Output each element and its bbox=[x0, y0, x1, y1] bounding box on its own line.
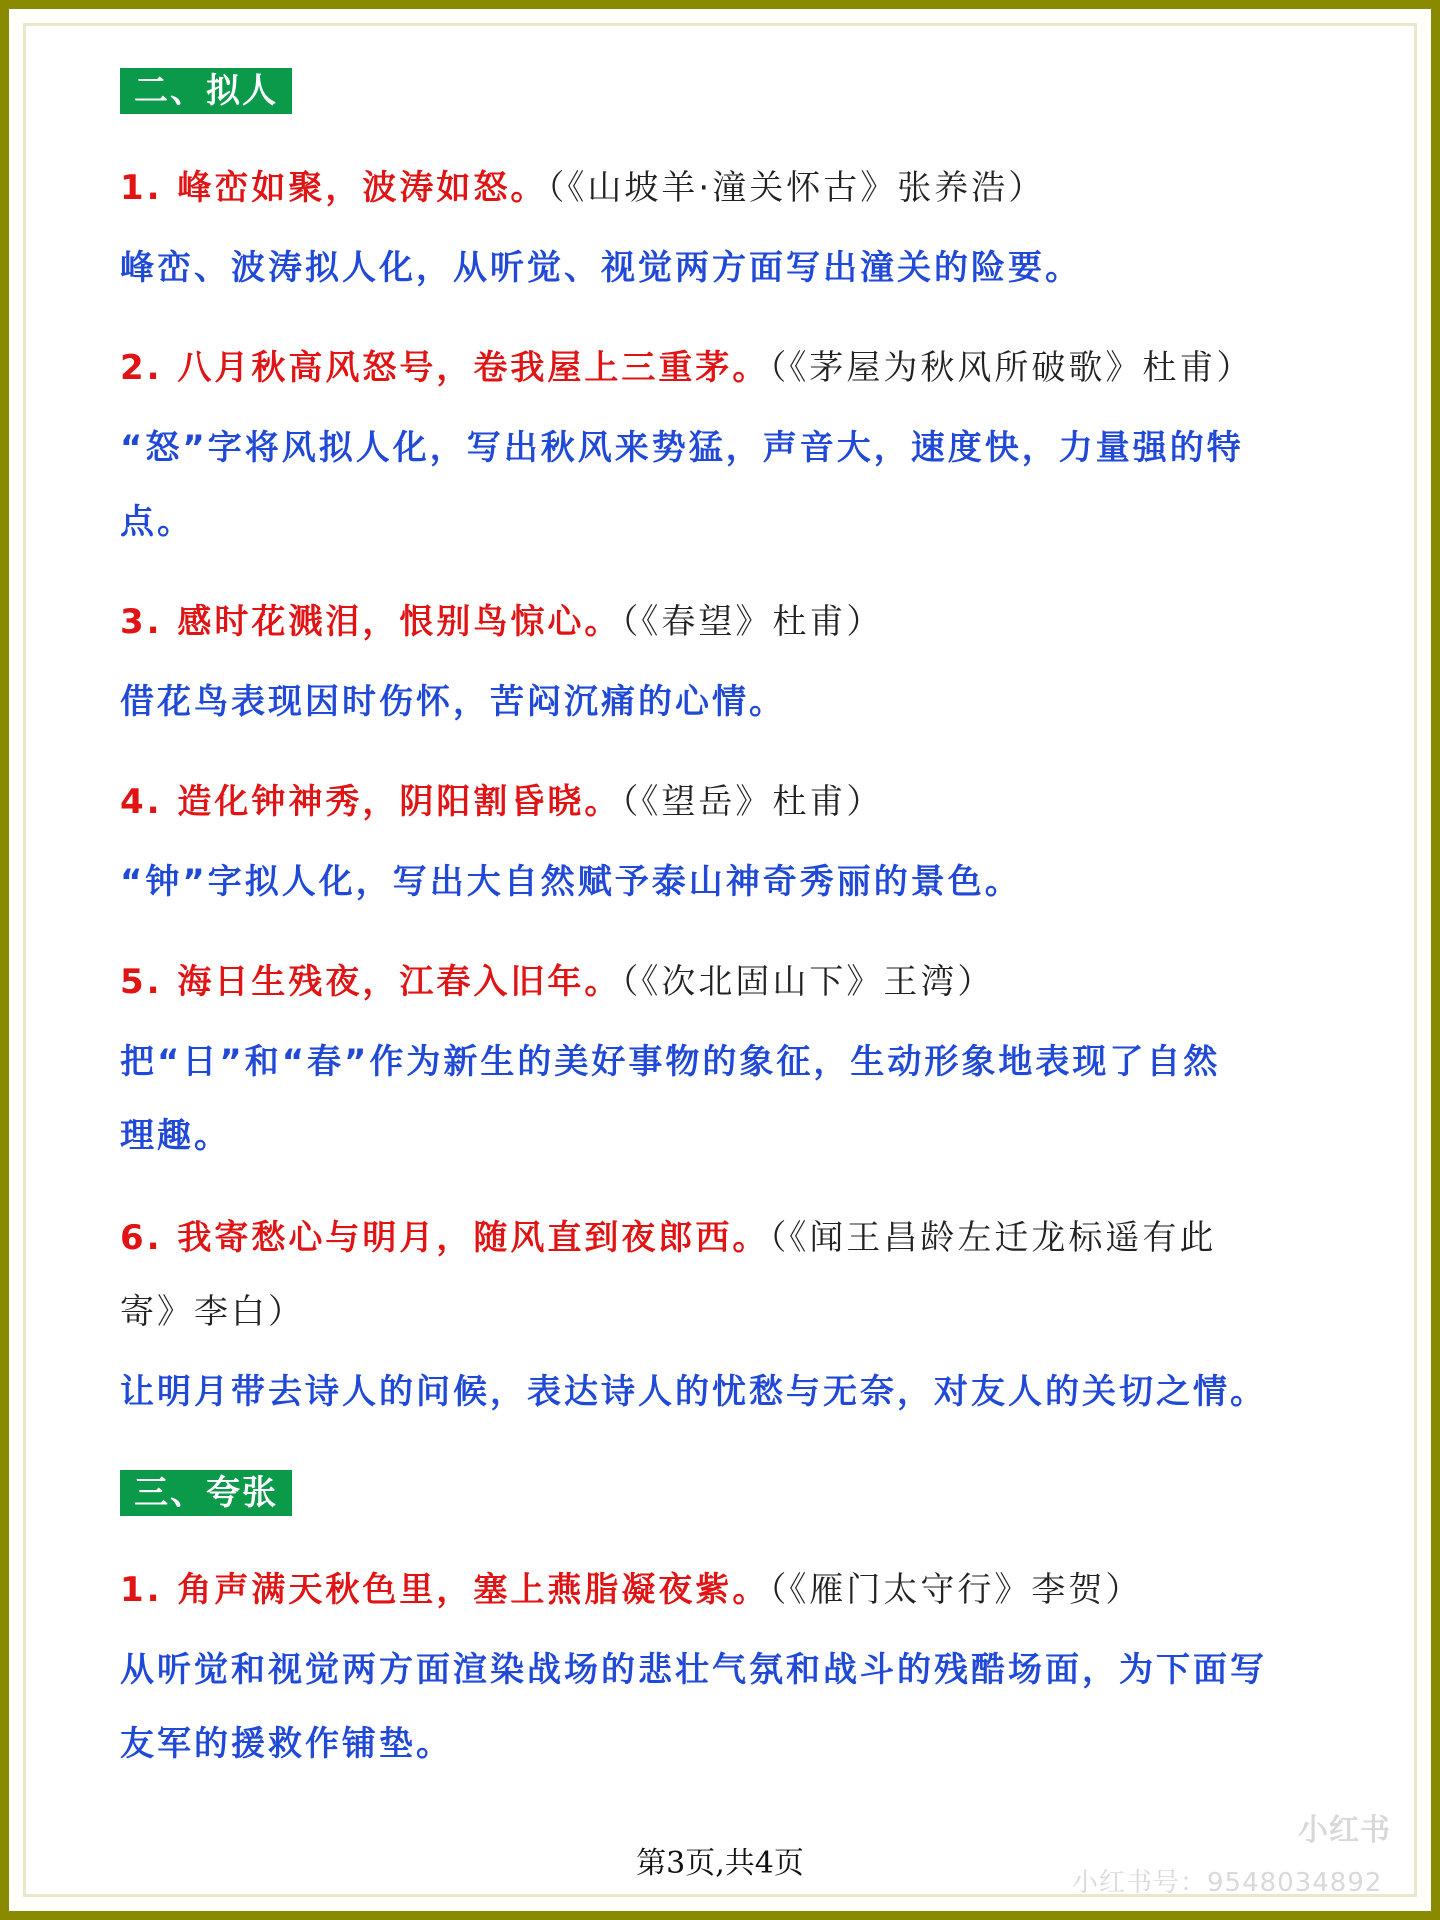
poem-quote: 角声满天秋色里，塞上燕脂凝夜紫。 bbox=[177, 1570, 770, 1610]
item-number: 1. bbox=[120, 1570, 163, 1610]
section-heading-label: 三、夸张 bbox=[120, 1470, 292, 1516]
poem-quote: 造化钟神秀，阴阳割昏晓。 bbox=[177, 782, 622, 822]
poem-quote: 感时花溅泪，恨别鸟惊心。 bbox=[177, 602, 622, 642]
item-5-quote-line bbox=[120, 960, 994, 1004]
watermark-logo: 小红书 bbox=[1298, 1813, 1391, 1848]
poem-source: （《次北固山下》王湾） bbox=[621, 962, 995, 1002]
item-6-quote-line bbox=[120, 1216, 1216, 1260]
poem-source: （《雁门太守行》李贺） bbox=[769, 1570, 1143, 1610]
poem-quote: 八月秋高风怒号，卷我屋上三重茅。 bbox=[177, 348, 770, 388]
item-2-explanation-line-2: 点。 bbox=[120, 502, 194, 542]
item-number: 6. bbox=[120, 1218, 163, 1258]
poem-source: （《山坡羊·潼关怀古》张养浩） bbox=[547, 168, 1046, 208]
item-2-explanation-line-1: “怒”字将风拟人化，写出秋风来势猛，声音大，速度快，力量强的特 bbox=[120, 428, 1244, 468]
item-4-quote-line bbox=[120, 780, 883, 824]
poem-source: （《闻王昌龄左迁龙标遥有此 bbox=[769, 1218, 1217, 1258]
page-number: 第3页,共4页 bbox=[636, 1846, 804, 1881]
item-4-explanation: “钟”字拟人化，写出大自然赋予泰山神奇秀丽的景色。 bbox=[120, 862, 1022, 902]
item-number: 5. bbox=[120, 962, 163, 1002]
watermark-id: 小红书号：9548034892 bbox=[1072, 1868, 1383, 1898]
section-heading-hyperbole bbox=[120, 1470, 292, 1516]
item-1-quote-line bbox=[120, 166, 1045, 210]
hyperbole-item-1-quote-line bbox=[120, 1568, 1142, 1612]
section-heading-personification bbox=[120, 68, 292, 114]
item-3-quote-line bbox=[120, 600, 883, 644]
item-3-explanation: 借花鸟表现因时伤怀，苦闷沉痛的心情。 bbox=[120, 682, 786, 722]
poem-quote: 我寄愁心与明月，随风直到夜郎西。 bbox=[177, 1218, 770, 1258]
item-number: 4. bbox=[120, 782, 163, 822]
hyperbole-item-1-explanation-line-2: 友军的援救作铺垫。 bbox=[120, 1724, 453, 1764]
item-1-explanation: 峰峦、波涛拟人化，从听觉、视觉两方面写出潼关的险要。 bbox=[120, 248, 1082, 288]
poem-source: （《望岳》杜甫） bbox=[621, 782, 884, 822]
section-heading-label: 二、拟人 bbox=[120, 68, 292, 114]
poem-quote: 峰峦如聚，波涛如怒。 bbox=[177, 168, 548, 208]
item-number: 2. bbox=[120, 348, 163, 388]
item-6-explanation: 让明月带去诗人的问候，表达诗人的忧愁与无奈，对友人的关切之情。 bbox=[120, 1372, 1267, 1412]
poem-source: （《春望》杜甫） bbox=[621, 602, 884, 642]
item-5-explanation-line-1: 把“日”和“春”作为新生的美好事物的象征，生动形象地表现了自然 bbox=[120, 1042, 1221, 1082]
hyperbole-item-1-explanation-line-1: 从听觉和视觉两方面渲染战场的悲壮气氛和战斗的残酷场面，为下面写 bbox=[120, 1650, 1267, 1690]
poem-source: （《茅屋为秋风所破歌》杜甫） bbox=[769, 348, 1254, 388]
poem-quote: 海日生残夜，江春入旧年。 bbox=[177, 962, 622, 1002]
item-5-explanation-line-2: 理趣。 bbox=[120, 1116, 231, 1156]
item-6-source-line-2: 寄》李白） bbox=[120, 1292, 305, 1332]
item-2-quote-line bbox=[120, 346, 1253, 390]
item-number: 1. bbox=[120, 168, 163, 208]
item-number: 3. bbox=[120, 602, 163, 642]
